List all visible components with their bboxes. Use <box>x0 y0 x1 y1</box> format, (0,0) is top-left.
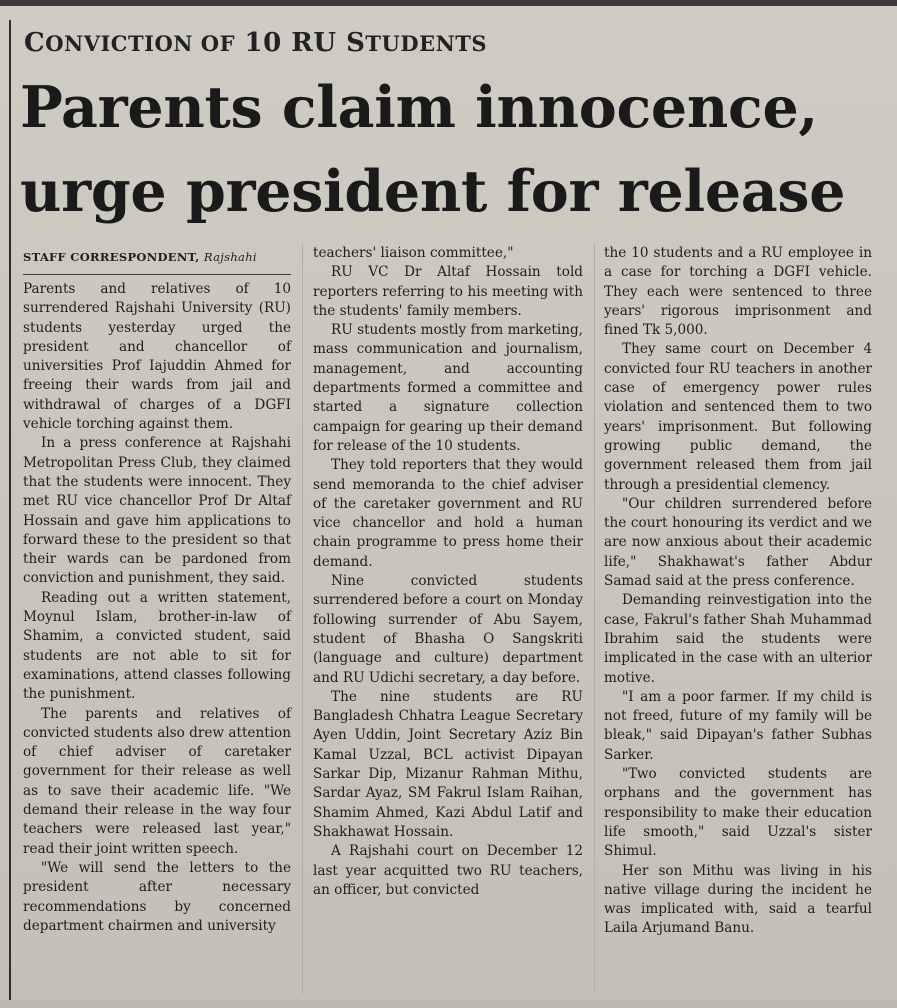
paragraph: Parents and relatives of 10 surrendered Rajshahi University (RU) students yesterday urged the president and chancellor of universities Prof Iajuddin Ahmed for freeing their wards from jail and withdrawal of charges of a DGFI vehicle torching against them. <box>23 281 291 433</box>
column-gutter-2 <box>594 244 595 994</box>
article-column-1 <box>23 280 291 936</box>
paragraph: The nine students are RU Bangladesh Chhatra League Secretary Ayen Uddin, Joint Secretary Aziz Bin Kamal Uzzal, BCL activist Dipayan Sarkar Dip, Mizanur Rahman Mithu, Sardar Ayaz, SM Fakrul Islam Raihan, Shamim Ahmed, Kazi Abdul Latif and Shakhawat Hossain. <box>313 688 583 840</box>
headline <box>20 66 880 234</box>
paragraph: "I am a poor farmer. If my child is not freed, future of my family will be bleak," said Dipayan's father Subhas Sarker. <box>604 688 872 763</box>
paragraph: RU students mostly from marketing, mass communication and journalism, management, and accounting departments formed a committee and started a signature collection campaign for gearing up their demand for release of the 10 students. <box>313 322 583 454</box>
article-column-2 <box>313 244 583 900</box>
paragraph: RU VC Dr Altaf Hossain told reporters referring to his meeting with the students' family members. <box>313 264 583 319</box>
left-column-rule <box>9 20 11 1008</box>
paragraph: In a press conference at Rajshahi Metropolitan Press Club, they claimed that the students were innocent. They met RU vice chancellor Prof Dr Altaf Hossain and gave him applications to forward these to the president so that their wards can be pardoned from conviction and punishment, they said. <box>23 435 291 587</box>
paragraph: Demanding reinvestigation into the case, Fakrul's father Shah Muhammad Ibrahim said the students were implicated in the case with an ulterior motive. <box>604 592 872 686</box>
paragraph: Reading out a written statement, Moynul Islam, brother-in-law of Shamim, a convicted student, said students are not able to sit for examinations, attend classes following the punishment. <box>23 589 291 703</box>
paragraph: The parents and relatives of convicted students also drew attention of chief adviser of caretaker government for their release as well as to save their academic life. "We demand their release in the way four teachers were released last year," read their joint written speech. <box>23 705 291 857</box>
kicker-heading: CONVICTION OF 10 RU STUDENTS <box>24 28 488 58</box>
paragraph: Her son Mithu was living in his native village during the incident he was implicated with, said a tearful Laila Arjumand Banu. <box>604 862 872 937</box>
paragraph: the 10 students and a RU employee in a case for torching a DGFI vehicle. They each were sentenced to three years' rigorous imprisonment and fined Tk 5,000. <box>604 245 872 339</box>
article-column-3 <box>604 244 872 939</box>
paragraph: Nine convicted students surrendered before a court on Monday following surrender of Abu Sayem, student of Bhasha O Sangskriti (language and culture) department and RU Udichi secretary, a day before. <box>313 573 583 686</box>
paragraph: They told reporters that they would send memoranda to the chief adviser of the caretaker government and RU vice chancellor and hold a human chain programme to press home their demand. <box>313 457 583 570</box>
paragraph: They same court on December 4 convicted four RU teachers in another case of emergency power rules violation and sentenced them to two years' imprisonment. But following growing public demand, the government released them from jail through a presidential clemency. <box>604 341 872 493</box>
paragraph: teachers' liaison committee," <box>313 245 514 261</box>
column-gutter-1 <box>302 244 303 994</box>
paragraph: "We will send the letters to the president after necessary recommendations by concerned department chairmen and university <box>23 859 291 934</box>
paragraph: A Rajshahi court on December 12 last year acquitted two RU teachers, an officer, but convicted <box>313 843 583 898</box>
headline-line-1: Parents claim innocence, <box>20 74 818 141</box>
paragraph: "Our children surrendered before the court honouring its verdict and we are now anxious about their academic life," Shakhawat's father Abdur Samad said at the press conference. <box>604 495 872 590</box>
bottom-edge <box>0 1000 897 1008</box>
byline-place: Rajshahi <box>203 250 257 264</box>
byline-name: STAFF CORRESPONDENT, <box>23 250 200 264</box>
paragraph: "Two convicted students are orphans and the government has responsibility to make their education life smooth," said Uzzal's sister Shimul. <box>604 766 872 860</box>
byline <box>23 250 257 264</box>
byline-rule <box>23 274 291 275</box>
headline-line-2: urge president for release <box>20 158 846 225</box>
top-border-rule <box>0 0 897 6</box>
